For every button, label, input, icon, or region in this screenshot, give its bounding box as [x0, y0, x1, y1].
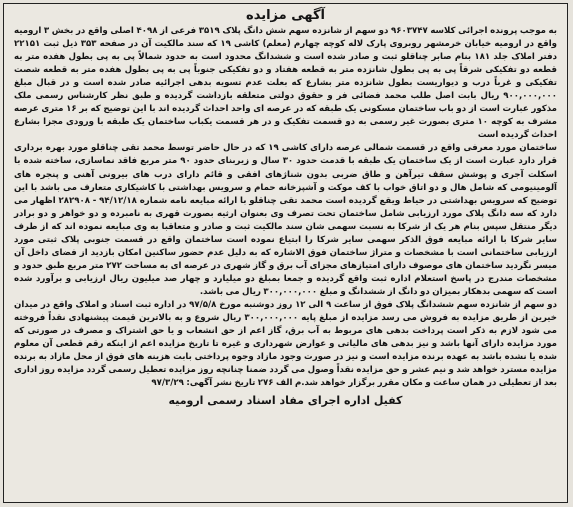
notice-title: آگهی مزایده: [246, 8, 325, 23]
notice-signature: کفیل اداره اجرای مفاد اسناد رسمی ارومیه: [168, 394, 403, 408]
notice-paragraph-1: به موجب پرونده اجرائی کلاسه ۹۶۰۳۷۴۷ دو سهم از شانزده سهم شش دانگ پلاک ۳۵۱۹ فرعی از ۴۰۹۸ اصلی واقع در بخش ۳ ارومیه واقع در ارومیه خیابان خرمشهر روبروی پارک لاله کوچه چهارم (معلم) کاشی ۱۹ که سند مالکیت آن در صفحه ۳۵۳ ذیل ثبت ۲۲۱۵۱ دفتر املاک جلد ۱۸۱ بنام صابر چناقلو ثبت و صادر شده است و ششدانگ محدود است به حدود شمالاً پی به پی بطول هفده متر به قطعه دو تفکیکی شرقاً پی به پی بطول شانزده متر به قطعه هفتاد و دو تفکیکی جنوباً پی به پی بطول هفده متر به قطعه شصت تفکیکی و غرباً درب و دیواریست بطول شانزده متر بشارع که بعلت عدم تسویه بدهی اجرائیه صادر شده است و در قبال مبلغ ۹۰۰,۰۰۰,۰۰۰ ریال بابت اصل طلب محمد فضائی فر و حقوق دولتی متعلقه بازداشت گردیده و طبق نظر کارشناس رسمی ملک مذکور عبارت است از دو باب ساختمان مسکونی یک طبقه که در عرصه ای واحد احداث گردیده اند با این توضیح که بر ۱۶ متری عرصه مشرف به کوچه ۱۰ متری بصورت غیر رسمی به دو قسمت تفکیک و در هر قسمت یکباب ساختمان یک طبقه با ورودی مجزا بشارع احداث گردیده است: [14, 26, 558, 141]
notice-page: [3, 3, 568, 503]
notice-paragraph-3: دو سهم از شانزده سهم ششدانگ پلاک فوق از ساعت ۹ الی ۱۲ روز دوشنبه مورخ ۹۷/۵/۸ در اداره ثبت اسناد و املاک واقع در میدان خیرین از طریق مزایده به فروش می رسد مزایده از مبلغ پایه ۳۰۰,۰۰۰,۰۰۰ ریال شروع و به بالاترین قیمت پیشنهادی نقداً فروخته می شود لازم به ذکر است پرداخت بدهی های مربوط به آب برق، گاز اعم از حق انشعاب و یا حق اشتراک و مصرف در صورتی که مورد مزایده دارای آنها باشد و نیز بدهی های مالیاتی و عوارض شهرداری و غیره تا تاریخ مزایده اعم از اینکه رقم قطعی آن معلوم شده یا نشده باشد به عهده برنده مزایده است و نیز در صورت وجود مازاد وجوه پرداختی بابت هزینه های فوق از محل مازاد به برنده مزایده مسترد خواهد شد و نیم عشر و حق مزایده نقداً وصول می گردد ضمنا چنانچه روز مزایده تعطیل رسمی گردد مزایده روز اداری بعد از تعطیلی در همان ساعت و مکان مقرر برگزار خواهد شد.م الف ۲۷۶ تاریخ نشر آگهی: ۹۷/۳/۲۹: [14, 299, 557, 389]
notice-body: [14, 25, 557, 390]
notice-paragraph-2: ساختمان مورد معرفی واقع در قسمت شمالی عرصه دارای کاشی ۱۹ که در حال حاضر توسط محمد تقی چناقلو مورد بهره برداری قرار دارد عبارت است از یک ساختمان یک طبقه با قدمت حدود ۳۰ سال و زیربنای حدود ۹۰ متر مربع فاقد نماسازی، ساخته شده با اسکلت آجری و پوشش سقف تیرآهن و طاق ضربی بدون شناژهای افقی و قائم دارای درب های بیرونی آهنی و پنجره های آلومینیومی که شامل هال و دو اتاق خواب با کف موکت و آشپزخانه حمام و سرویس بهداشتی با کاشیکاری متعارف می باشد با این توضیح که سرویس بهداشتی در حیاط ویقع گردیده است محمد تقی چناقلو با ارائه مبایعه نامه شماره ۹۴/۱۲/۱۸ - ۲۸۲۹۰۸ اظهار می دارد که سه دانگ پلاک مورد ارزیابی شامل ساختمان تحت تصرف وی بعنوان ارثیه بصورت قهری به نامبرده و دو خواهر و دو برادر دیگر منتقل سپس بنام هر یک از شرکا به نسبت سهمی شان سند مالکیت ثبت و صادر و متعاقبا به وی مبایعه نموده اند که از طرف سایر شرکا با ارائه مبایعه فوق الذکر سهمی سایر شرکا را ابتیاع نموده است ساختمان واقع در قسمت جنوبی پلاک ثبتی مورد ارزیابی ساختمانی است با مشخصات و متراژ ساختمان فوق الاشاره که به دلیل عدم حضور ساکنین امکان بازدید از فضای داخل آن میسر نگردید ساختمان های موصوف دارای امتیازهای مجزای آب برق و گاز شهری در عرصه ای به مساحت ۲۷۲ متر مربع طبق حدود و مشخصات مندرج در پاسخ استعلام اداره ثبت واقع گردیده و جمعا بمبلغ دو میلیارد و چهار صد میلیون ریال ارزیابی و برآورد شده است که سهمی بدهکار بمیزان دو دانگ از ششدانگ و مبلغ ۳۰۰,۰۰۰,۰۰۰ ریال می باشد.: [14, 143, 558, 297]
